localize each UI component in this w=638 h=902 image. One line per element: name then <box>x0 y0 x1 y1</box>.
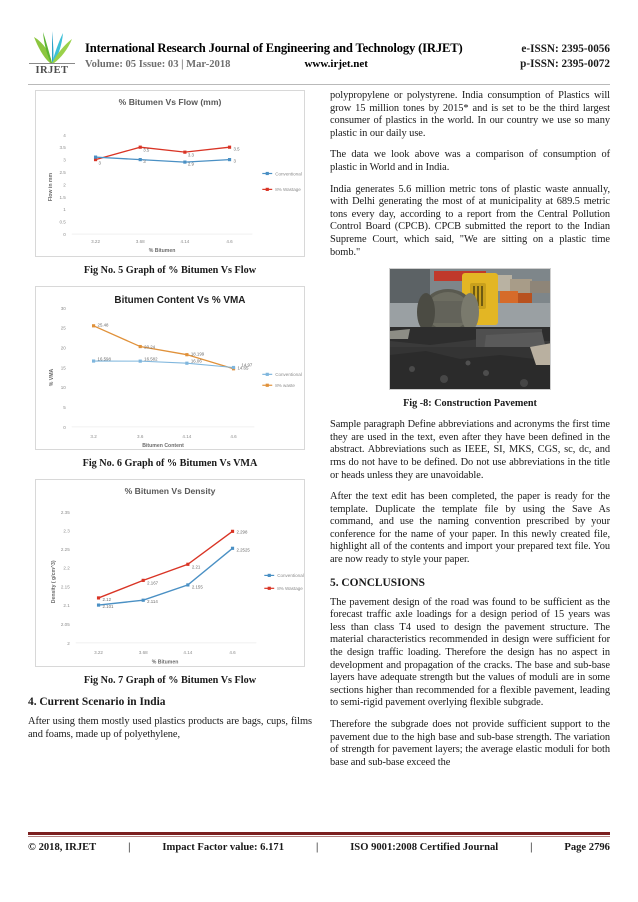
fig5-ytick-0: 0 <box>63 232 66 238</box>
journal-website[interactable]: www.irjet.net <box>304 57 368 70</box>
fig7-xlabel: % Bitumen <box>151 659 179 666</box>
fig5-legend-1: 8% Wastage <box>275 187 301 193</box>
fig6-xtick-1: 3.6 <box>137 433 144 439</box>
chart-fig6-plot <box>36 287 304 449</box>
header-divider <box>28 84 610 85</box>
fig6-legend-1: 8% waste <box>275 382 295 388</box>
fig6-orange-label-1: 20.24 <box>144 344 156 350</box>
fig7-ytick-2: 2 <box>67 640 70 646</box>
caption-fig5: Fig No. 5 Graph of % Bitumen Vs Flow <box>83 264 257 276</box>
fig5-ytick-4: 4 <box>63 132 66 138</box>
fig7-blue-label-2: 2.155 <box>191 583 203 589</box>
fig7-xtick-1: 3.68 <box>138 649 148 655</box>
caption-fig7: Fig No. 7 Graph of % Bitumen Vs Flow <box>83 675 257 687</box>
section-heading-conclusions: 5. CONCLUSIONS <box>330 576 425 589</box>
logo-wordmark: IRJET <box>29 63 75 76</box>
right-column <box>330 90 610 778</box>
page-footer <box>28 842 610 853</box>
fig7-xtick-3: 4.6 <box>229 649 236 655</box>
right-paragraph-1: polypropylene or polystyrene. India consumption of Plastics will grow 15 million tones by 2015* and is set to be the third largest consumer of plastics in the world. In our country we use so many plastic in our daily use. <box>330 90 610 139</box>
left-paragraph-1: After using them mostly used plastics products are bags, cups, films and foams, made up of polyethylene, <box>28 716 312 740</box>
header-text-block <box>76 41 610 70</box>
p-issn: p-ISSN: 2395-0072 <box>520 57 610 70</box>
fig6-ytick-0: 0 <box>63 424 66 430</box>
footer-rule-primary <box>28 832 610 835</box>
fig5-xtick-1: 3.68 <box>135 238 145 244</box>
fig7-red-label-2: 2.21 <box>191 564 201 570</box>
right-paragraph-6: The pavement design of the road was found to be sufficient as the forecast traffic axle loadings for a design period of 15 years was less than class T4 used to design the pavement structure. The material characteristics recommended in design were sufficient for the design traffic loading. Therefore the design has no aspect in development and propagation of the cracks. The base and sub-base layers have adequate strength but the values of moduli are in some sections higher than recommended for a flexible pavement, leading to semi-rigid pavement overlying flexible subgrade. <box>330 596 610 709</box>
fig7-legend-0: Conventional <box>277 572 304 578</box>
fig6-ytick-10: 10 <box>60 385 66 391</box>
caption-fig8: Fig -8: Construction Pavement <box>403 398 537 410</box>
fig7-red-label-1: 2.167 <box>147 579 159 585</box>
fig7-legend-1: 8% Wastage <box>277 585 303 591</box>
fig5-red-label-2: 3.3 <box>187 152 194 158</box>
journal-title: International Research Journal of Engineering and Technology (IRJET) <box>85 40 463 55</box>
journal-header <box>28 28 610 82</box>
fig5-ytick-2: 2 <box>63 182 66 188</box>
fig6-ytick-15: 15 <box>60 365 66 371</box>
fig6-xtick-3: 4.6 <box>230 433 237 439</box>
fig7-ytick-2.35: 2.35 <box>60 509 70 515</box>
fig6-ytick-5: 5 <box>63 404 66 410</box>
footer-copyright: © 2018, IRJET <box>28 842 97 853</box>
chart-fig5 <box>35 90 305 257</box>
fig5-blue-label-3: 3 <box>233 158 236 164</box>
fig5-xtick-3: 4.6 <box>226 238 233 244</box>
e-issn: e-ISSN: 2395-0056 <box>521 42 610 55</box>
fig5-xtick-2: 4.14 <box>180 238 190 244</box>
fig7-red-label-0: 2.12 <box>102 596 112 602</box>
fig6-legend-0: Conventional <box>275 372 302 378</box>
fig6-ylabel: % VMA <box>48 368 55 387</box>
logo-fan-icon <box>30 31 74 64</box>
caption-fig6: Fig No. 6 Graph of % Bitumen Vs VMA <box>82 457 258 469</box>
right-paragraph-3: India generates 5.6 million metric tons of plastic waste annually, with Delhi generating the most of at municipality at 689.5 metric tons every day, according to a report from the Central Pollution Control Board (CPCB). CPCB submitted the report to the Indian Supreme Court, which said, "We are sitting on a plastic time bomb." <box>330 183 610 258</box>
fig5-ylabel: Flow in mm <box>47 172 54 202</box>
fig6-ytick-25: 25 <box>60 325 66 331</box>
footer-separator-3: | <box>530 842 533 853</box>
fig6-blue-label-1: 16.582 <box>144 356 158 362</box>
footer-separator-1: | <box>128 842 131 853</box>
fig7-blue-label-0: 2.101 <box>102 603 114 609</box>
construction-pavement-photo <box>389 268 551 390</box>
chart-fig7-plot <box>36 496 304 667</box>
chart-fig5-title: % Bitumen Vs Flow (mm) <box>118 97 222 107</box>
fig6-orange-label-0: 25.48 <box>97 322 109 328</box>
left-column <box>28 90 312 751</box>
fig6-ytick-30: 30 <box>60 305 66 311</box>
fig6-blue-label-2: 16.06 <box>190 358 202 364</box>
footer-impact-factor: Impact Factor value: 6.171 <box>162 842 285 853</box>
fig7-ytick-2.25: 2.25 <box>60 546 70 552</box>
fig5-xtick-0: 3.22 <box>91 238 100 244</box>
fig5-xlabel: % Bitumen <box>148 247 176 254</box>
fig6-blue-label-0: 16.598 <box>97 356 111 362</box>
right-paragraph-4: Sample paragraph Define abbreviations and acronyms the first time they are used in the text, even after they have been defined in the abstract. Abbreviations such as IEEE, SI, MKS, CGS, sc, dc, and rms do not have to be defined. Do not use abbreviations in the title or heads unless they are unavoidable. <box>330 419 610 481</box>
chart-fig7-title: % Bitumen Vs Density <box>124 485 216 496</box>
right-paragraph-5: After the text edit has been completed, the paper is ready for the template. Duplicate the template file by using the Save As command, and use the naming convention prescribed by your conference for the name of your paper. In this newly created file, highlight all of the contents and import your prepared text file. You are now ready to style your paper. <box>330 491 610 566</box>
footer-separator-2: | <box>315 842 319 853</box>
irjet-logo <box>28 30 76 80</box>
fig6-xlabel: Bitumen Content <box>142 442 184 449</box>
right-paragraph-2: The data we look above was a comparison of consumption of plastic in World and in India. <box>330 149 610 173</box>
fig6-xtick-2: 4.14 <box>182 433 192 439</box>
fig6-orange-label-2: 18.199 <box>190 351 205 357</box>
fig5-ytick-1: 1 <box>63 207 66 213</box>
fig5-red-label-3: 3.5 <box>233 146 240 152</box>
fig5-ytick-1.5: 1.5 <box>59 194 66 200</box>
fig5-legend-0: Conventional <box>275 171 302 177</box>
fig5-red-label-1: 3.5 <box>143 147 150 153</box>
fig7-xtick-0: 3.22 <box>94 649 103 655</box>
chart-fig6 <box>35 286 305 450</box>
pavement-photo-graphic <box>390 269 551 390</box>
fig5-ytick-2.5: 2.5 <box>59 169 66 175</box>
fig7-red-label-3: 2.298 <box>236 529 248 535</box>
footer-certification: ISO 9001:2008 Certified Journal <box>350 842 499 853</box>
fig7-ytick-2.05: 2.05 <box>60 621 70 627</box>
section-heading-current-scenario: 4. Current Scenario in India <box>28 696 166 709</box>
fig7-ytick-2.15: 2.15 <box>60 584 70 590</box>
footer-rule-secondary <box>28 836 610 837</box>
chart-fig7 <box>35 479 305 668</box>
fig7-blue-label-1: 2.114 <box>147 598 158 604</box>
fig6-orange-label-3: 14.65 <box>237 365 249 371</box>
fig5-red-label-0: 3 <box>98 160 101 166</box>
chart-fig6-title: Bitumen Content Vs % VMA <box>114 294 246 306</box>
fig6-ytick-20: 20 <box>60 345 66 351</box>
fig6-blue-label-3: 14.97 <box>241 362 253 368</box>
fig6-xtick-0: 3.2 <box>90 433 97 439</box>
chart-fig5-plot <box>36 107 304 256</box>
fig5-ytick-0.5: 0.5 <box>59 219 66 225</box>
fig7-blue-label-3: 2.2525 <box>236 547 250 553</box>
fig7-xtick-2: 4.14 <box>183 649 193 655</box>
fig7-ytick-2.3: 2.3 <box>63 527 70 533</box>
fig7-ytick-2.1: 2.1 <box>63 602 70 608</box>
volume-issue: Volume: 05 Issue: 03 | Mar-2018 <box>85 58 231 70</box>
right-paragraph-7: Therefore the subgrade does not provide sufficient support to the pavement due to the high base and sub-base strength. The variation of strength for pavement layers; the average elastic moduli for both base and sub-base exceed the <box>330 719 610 768</box>
fig5-ytick-3.5: 3.5 <box>59 145 66 151</box>
fig5-blue-label-1: 3 <box>143 159 146 165</box>
fig7-ytick-2.2: 2.2 <box>63 565 70 571</box>
fig7-ylabel: Density ( g/cm^3) <box>50 560 57 603</box>
footer-page-number: Page 2796 <box>564 842 610 853</box>
fig5-blue-label-2: 2.9 <box>187 161 194 167</box>
fig5-ytick-3: 3 <box>63 157 66 163</box>
